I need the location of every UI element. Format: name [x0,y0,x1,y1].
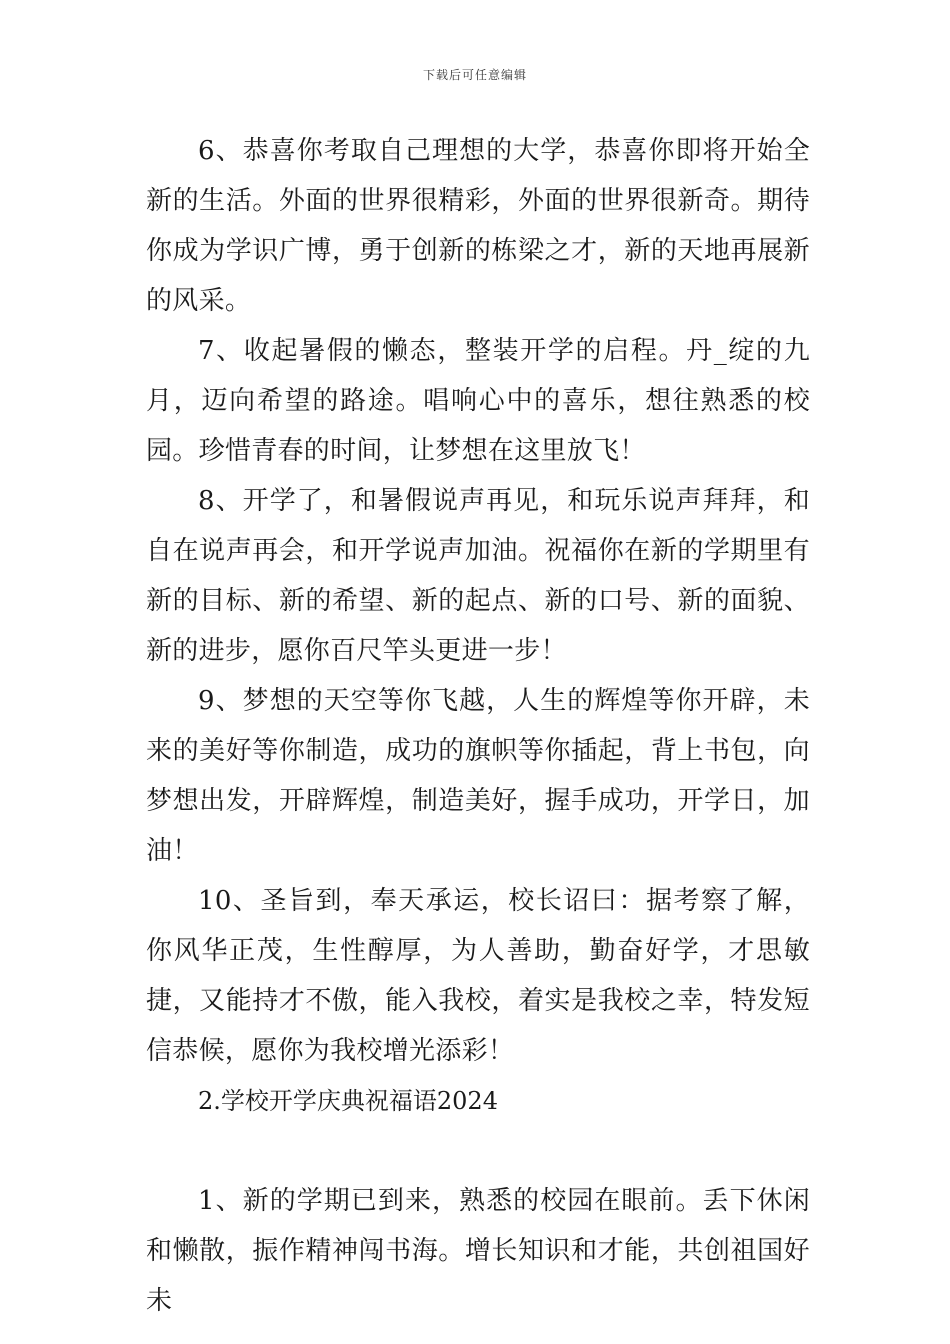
paragraph-8: 8、开学了，和暑假说声再见，和玩乐说声拜拜，和自在说声再会，和开学说声加油。祝福你在新的学期里有新的目标、新的希望、新的起点、新的口号、新的面貌、新的进步，愿你百尺竿头更进一步！ [146,486,810,666]
document-body [146,126,810,1326]
paragraph-10: 10、圣旨到，奉天承运，校长诏曰：据考察了解，你风华正茂，生性醇厚，为人善助，勤奋好学，才思敏捷，又能持才不傲，能入我校，着实是我校之幸，特发短信恭候，愿你为我校增光添彩！ [146,886,810,1066]
paragraph-1: 1、新的学期已到来，熟悉的校园在眼前。丢下休闲和懒散，振作精神闯书海。增长知识和才能，共创祖国好未 [146,1186,810,1316]
section-heading: 2.学校开学庆典祝福语2024 [198,1087,498,1115]
page-header: 下载后可任意编辑 [422,68,527,82]
paragraph-9: 9、梦想的天空等你飞越，人生的辉煌等你开辟，未来的美好等你制造，成功的旗帜等你插起，背上书包，向梦想出发，开辟辉煌，制造美好，握手成功，开学日，加油！ [146,686,810,866]
paragraph-6: 6、恭喜你考取自己理想的大学，恭喜你即将开始全新的生活。外面的世界很精彩，外面的世界很新奇。期待你成为学识广博，勇于创新的栋梁之才，新的天地再展新的风采。 [146,136,810,316]
paragraph-7: 7、收起暑假的懒态，整装开学的启程。丹_绽的九月，迈向希望的路途。唱响心中的喜乐，想往熟悉的校园。珍惜青春的时间，让梦想在这里放飞！ [146,336,810,466]
